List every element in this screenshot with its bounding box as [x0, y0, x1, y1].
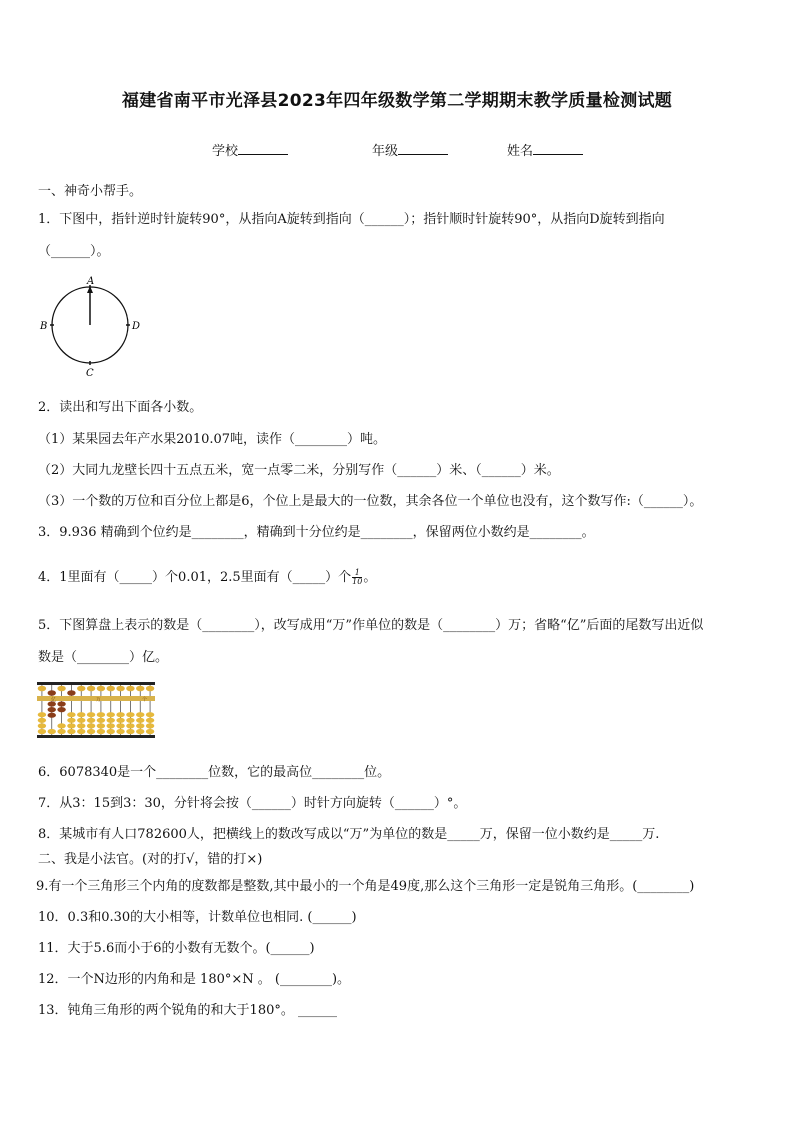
grade-blank[interactable]: [398, 142, 448, 155]
abacus-lower-bead: [126, 729, 134, 734]
abacus-lower-bead: [107, 729, 115, 734]
abacus-lower-bead: [48, 713, 56, 718]
question-7: 7．从3：15到3：30，分针将会按（______）时针方向旋转（______）°。: [38, 796, 467, 811]
clock-diagram: [36, 272, 146, 382]
question-2-part-2: （2）大同九龙壁长四十五点五米，宽一点零二米，分别写作（______）米、（______）米。: [38, 463, 560, 478]
abacus-lower-bead: [57, 729, 65, 734]
abacus-lower-bead: [126, 712, 134, 717]
question-4-end: 。: [363, 570, 377, 585]
abacus-lower-bead: [136, 712, 144, 717]
abacus-lower-bead: [38, 729, 46, 734]
abacus-lower-bead: [57, 707, 65, 712]
grade-field[interactable]: [372, 140, 448, 159]
abacus-lower-bead: [146, 718, 154, 723]
grade-label: 年级: [372, 144, 399, 159]
label-b: B: [40, 321, 48, 332]
name-label: 姓名: [507, 144, 534, 159]
abacus-bottom-frame: [37, 735, 155, 738]
abacus-upper-bead: [77, 686, 85, 692]
abacus-lower-bead: [67, 723, 75, 728]
abacus-upper-bead: [67, 690, 75, 696]
question-2-stem: 2．读出和写出下面各小数。: [38, 400, 203, 415]
question-1-line-2: （______）。: [38, 244, 110, 259]
question-4-text: 4．1里面有（_____）个0.01，2.5里面有（_____）个: [38, 570, 352, 585]
question-8: 8．某城市有人口782600人，把横线上的数改写成以“万”为单位的数是_____万，保留一位小数约是_____万.: [38, 827, 660, 842]
name-field[interactable]: [507, 140, 583, 159]
question-1-line-1: 1．下图中，指针逆时针旋转90°，从指向A旋转到指向（______）；指针顺时针旋转90°，从指向D旋转到指向: [38, 212, 665, 227]
abacus-lower-bead: [67, 712, 75, 717]
page-title: 福建省南平市光泽县2023年四年级数学第二学期期末教学质量检测试题: [121, 91, 673, 111]
abacus-lower-bead: [77, 723, 85, 728]
abacus-lower-bead: [67, 718, 75, 723]
abacus-lower-bead: [136, 718, 144, 723]
question-13: 13．钝角三角形的两个锐角的和大于180°。 ______: [38, 1003, 337, 1018]
question-4: [38, 566, 376, 586]
abacus-lower-bead: [97, 723, 105, 728]
place-label-wan: 万: [96, 697, 102, 703]
abacus-upper-bead: [116, 686, 124, 692]
abacus-lower-bead: [48, 707, 56, 712]
abacus-lower-bead: [97, 729, 105, 734]
abacus-lower-bead: [146, 729, 154, 734]
question-11: 11．大于5.6而小于6的小数有无数个。(______): [38, 941, 315, 956]
abacus-lower-bead: [38, 712, 46, 717]
abacus-lower-bead: [77, 718, 85, 723]
abacus-lower-bead: [116, 723, 124, 728]
abacus-upper-bead: [136, 686, 144, 692]
abacus-lower-bead: [136, 723, 144, 728]
abacus-upper-bead: [126, 686, 134, 692]
abacus-lower-bead: [87, 718, 95, 723]
question-10: 10．0.3和0.30的大小相等，计数单位也相同. (______): [38, 910, 357, 925]
abacus-lower-bead: [48, 729, 56, 734]
abacus-top-frame: [37, 682, 155, 685]
abacus-upper-bead: [107, 686, 115, 692]
abacus-lower-bead: [57, 701, 65, 706]
abacus-lower-bead: [136, 729, 144, 734]
question-5-line-1: 5．下图算盘上表示的数是（________），改写成用“万”作单位的数是（________）万；省略“亿”后面的尾数写出近似: [38, 618, 704, 633]
abacus-lower-bead: [126, 723, 134, 728]
abacus-lower-bead: [87, 723, 95, 728]
abacus-lower-bead: [97, 712, 105, 717]
abacus-lower-bead: [107, 718, 115, 723]
place-label-yi: 亿: [51, 697, 57, 703]
fraction-denominator: 10: [352, 577, 363, 586]
school-label: 学校: [212, 144, 239, 159]
question-3: 3．9.936 精确到个位约是________，精确到十分位约是________，保留两位小数约是________。: [38, 525, 595, 540]
abacus-upper-bead: [57, 686, 65, 692]
question-12: 12．一个N边形的内角和是 180°×N 。 (________)。: [38, 972, 351, 987]
name-blank[interactable]: [533, 142, 583, 155]
abacus-diagram: [37, 678, 155, 742]
abacus-lower-bead: [97, 718, 105, 723]
school-blank[interactable]: [238, 142, 288, 155]
fraction-numerator: 1: [352, 569, 362, 578]
section-1-heading: 一、神奇小帮手。: [38, 184, 143, 199]
abacus-upper-bead: [48, 690, 56, 696]
fraction-one-tenth: [352, 569, 362, 586]
abacus-lower-bead: [146, 712, 154, 717]
abacus-lower-bead: [87, 712, 95, 717]
school-field[interactable]: [212, 140, 288, 159]
abacus-lower-bead: [38, 718, 46, 723]
question-5-line-2: 数是（________）亿。: [38, 650, 169, 665]
abacus-lower-bead: [116, 712, 124, 717]
abacus-lower-bead: [67, 729, 75, 734]
abacus-lower-bead: [87, 729, 95, 734]
question-2-part-3: （3）一个数的万位和百分位上都是6，个位上是最大的一位数，其余各位一个单位也没有，这个数写作:（______）。: [38, 494, 703, 509]
abacus-upper-bead: [146, 686, 154, 692]
label-a: A: [87, 276, 95, 287]
abacus-lower-bead: [126, 718, 134, 723]
section-2-heading: 二、我是小法官。(对的打√，错的打×): [38, 852, 263, 867]
label-d: D: [132, 321, 141, 332]
abacus-lower-bead: [38, 723, 46, 728]
question-6: 6．6078340是一个________位数，它的最高位________位。: [38, 765, 391, 780]
abacus-lower-bead: [146, 723, 154, 728]
abacus-lower-bead: [107, 723, 115, 728]
place-label-ge: 个: [142, 697, 148, 703]
label-c: C: [86, 368, 94, 379]
question-9: 9.有一个三角形三个内角的度数都是整数,其中最小的一个角是49度,那么这个三角形一定是锐角三角形。(________): [36, 879, 695, 894]
abacus-lower-bead: [57, 723, 65, 728]
abacus-lower-bead: [116, 729, 124, 734]
abacus-lower-bead: [116, 718, 124, 723]
question-2-part-1: （1）某果园去年产水果2010.07吨，读作（________）吨。: [38, 432, 387, 447]
abacus-upper-bead: [87, 686, 95, 692]
abacus-upper-bead: [97, 686, 105, 692]
abacus-lower-bead: [77, 729, 85, 734]
abacus-lower-bead: [107, 712, 115, 717]
abacus-upper-bead: [38, 686, 46, 692]
abacus-lower-bead: [77, 712, 85, 717]
